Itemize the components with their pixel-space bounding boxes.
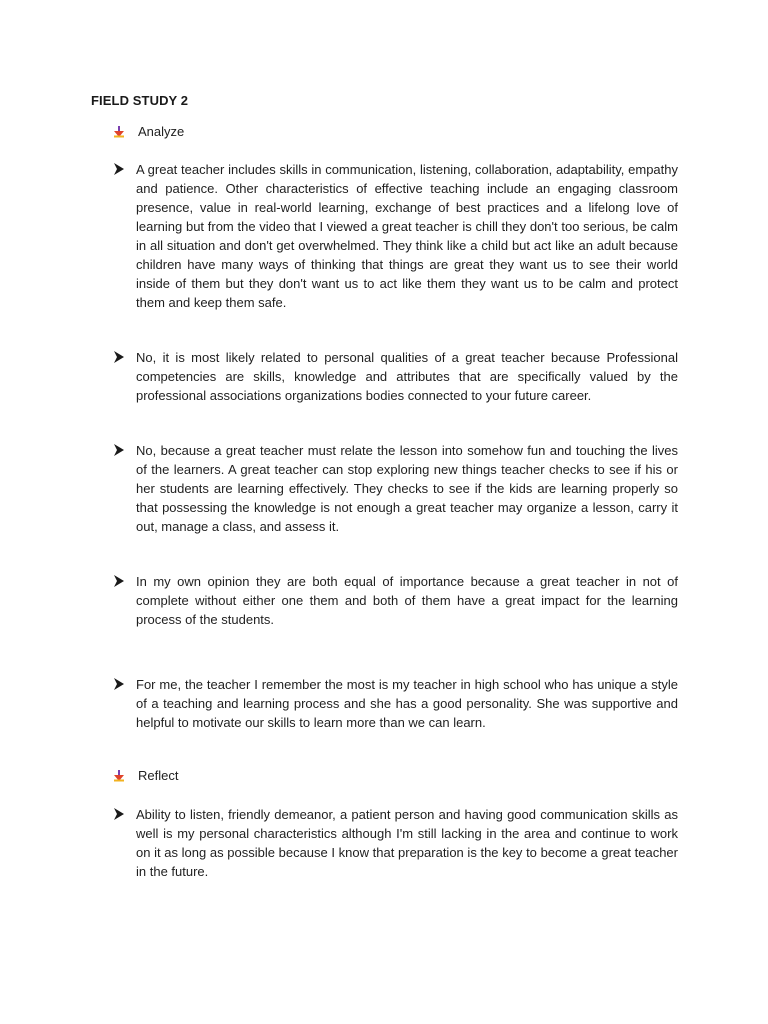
list-item <box>113 160 678 312</box>
document-title: FIELD STUDY 2 <box>91 93 189 108</box>
down-arrow-bullet-icon <box>113 126 125 138</box>
arrowhead-bullet-icon <box>113 162 125 176</box>
section-heading-analyze <box>113 124 184 140</box>
list-item <box>113 675 678 732</box>
list-item <box>113 348 678 405</box>
arrowhead-bullet-icon <box>113 677 125 691</box>
section-heading-label: Analyze <box>138 124 185 139</box>
arrowhead-bullet-icon <box>113 807 125 821</box>
section-heading-reflect <box>113 768 178 784</box>
list-item <box>113 441 678 536</box>
list-item-text: Ability to listen, friendly demeanor, a patient person and having good communication skills as well is my personal characteristics although I'm still lacking in the area and continue to work on it as long as possible because I know that preparation is the key to become a great teacher in the future. <box>136 807 678 879</box>
arrowhead-bullet-icon <box>113 443 125 457</box>
section-heading-label: Reflect <box>138 768 179 783</box>
list-item-text: For me, the teacher I remember the most is my teacher in high school who has unique a style of a teaching and learning process and she has a good personality. She was supportive and helpful to motivate our skills to learn more than we can learn. <box>136 677 678 730</box>
list-item-text: In my own opinion they are both equal of importance because a great teacher in not of complete without either one them and both of them have a great impact for the learning process of the students. <box>136 574 678 627</box>
arrowhead-bullet-icon <box>113 350 125 364</box>
down-arrow-bullet-icon <box>113 770 125 782</box>
list-item <box>113 805 678 881</box>
list-item-text: No, it is most likely related to personal qualities of a great teacher because Professional competencies are skills, knowledge and attributes that are specifically valued by the professional associations organizations bodies connected to your future career. <box>136 350 678 403</box>
list-item <box>113 572 678 629</box>
arrowhead-bullet-icon <box>113 574 125 588</box>
list-item-text: No, because a great teacher must relate the lesson into somehow fun and touching the lives of the learners. A great teacher can stop exploring new things teacher checks to see if his or her students are learning effectively. They checks to see if the kids are learning properly so that possessing the knowledge is not enough a great teacher may organize a lesson, carry it out, manage a class, and assess it. <box>136 443 678 534</box>
list-item-text: A great teacher includes skills in communication, listening, collaboration, adaptability, empathy and patience. Other characteristics of effective teaching include an engaging classroom presence, value in real-world learning, exchange of best practices and a lifelong love of learning but from the video that I viewed a great teacher is chill they don't too serious, be calm in all situation and don't get overwhelmed. They think like a child but act like an adult because children have many ways of thinking that things are great they want us to see their world inside of them but they don't want us to act like them they want us to be calm and protect them and keep them safe. <box>136 162 678 310</box>
